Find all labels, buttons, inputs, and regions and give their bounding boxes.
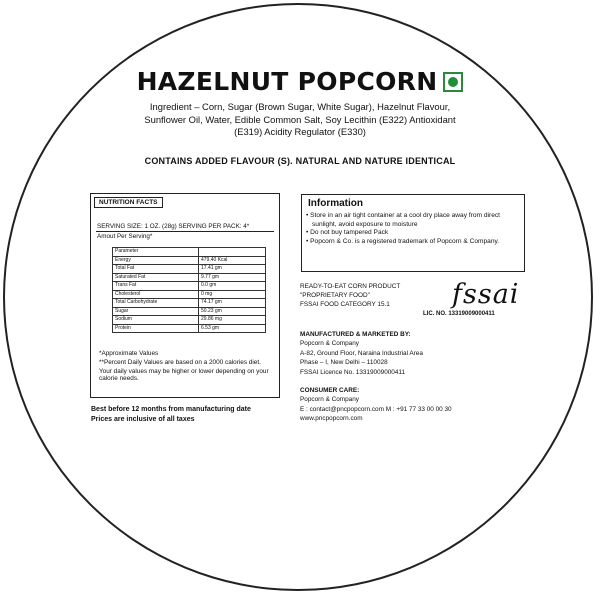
- nutrient-value: 479.40 Kcal: [199, 256, 266, 265]
- category-line: READY-TO-EAT CORN PRODUCT: [300, 283, 401, 290]
- manufacturer-name: Popcorn & Company: [300, 340, 359, 348]
- table-row: [113, 324, 266, 333]
- consumer-care-heading: CONSUMER CARE:: [300, 387, 360, 394]
- manufacturer-address: Phase – I, New Delhi – 110028: [300, 359, 388, 367]
- nutrient-value: 29.86 mg: [199, 316, 266, 325]
- nutrient-value: 50.23 gm: [199, 307, 266, 316]
- contains-flavour-statement: CONTAINS ADDED FLAVOUR (S). NATURAL AND NATURE IDENTICAL: [144, 156, 456, 166]
- ingredients-line: (E319) Acidity Regulator (E330): [234, 126, 366, 138]
- nutrient-name: Protein: [113, 324, 199, 333]
- food-category-block: [300, 282, 400, 310]
- table-row: [113, 299, 266, 308]
- nutrient-name: Energy: [113, 256, 199, 265]
- best-before-block: [91, 405, 251, 424]
- manufacturer-licence: FSSAI Licence No. 13319009000411: [300, 368, 406, 376]
- note-calorie-needs: Your daily values may be higher or lower depending on your calorie needs.: [99, 367, 269, 383]
- category-line: FSSAI FOOD CATEGORY 15.1: [300, 301, 390, 309]
- table-row: [113, 273, 266, 282]
- divider: [96, 231, 274, 232]
- amount-per-serving: Amout Per Serving*: [97, 233, 153, 240]
- manufacturer-heading: MANUFACTURED & MARKETED BY:: [300, 331, 411, 338]
- nutrient-name: Total Carbohydrate: [113, 299, 199, 308]
- product-title: HAZELNUT POPCORN: [136, 67, 438, 96]
- fssai-logo: fssai: [452, 279, 520, 310]
- nutrition-facts-heading: NUTRITION FACTS: [94, 197, 163, 208]
- nutrient-value: 6.53 gm: [199, 324, 266, 333]
- manufacturer-block: [300, 330, 423, 377]
- information-title: Information: [308, 198, 363, 209]
- nutrient-value: 9.77 gm: [199, 273, 266, 282]
- table-row: [113, 265, 266, 274]
- nutrient-name: Total Fat: [113, 265, 199, 274]
- table-row: [113, 256, 266, 265]
- consumer-care-contact: E : contact@pncpopcorn.com M : +91 77 33 00 00 30: [300, 405, 452, 413]
- note-approximate: *Approximate Values: [99, 350, 159, 357]
- table-row: [113, 307, 266, 316]
- table-row: [113, 282, 266, 291]
- nutrition-table: [112, 247, 266, 333]
- serving-size: SERVING SIZE: 1 OZ. (28g) SERVING PER PACK: 4*: [97, 223, 250, 230]
- fssai-licence-number: LIC. NO. 13319009000411: [423, 311, 495, 317]
- nutrient-name: Trans Fat: [113, 282, 199, 291]
- list-item: • Store in an air tight container at a cool dry place away from direct sunlight, avoid exposure to moisture: [306, 212, 500, 228]
- table-row: [113, 290, 266, 299]
- ingredients-line: Sunflower Oil, Water, Edible Common Salt, Soy Lecithin (E322) Antioxidant: [144, 113, 456, 125]
- nutrient-value: 74.17 gm: [199, 299, 266, 308]
- nutrient-value: 0 mg: [199, 290, 266, 299]
- table-header-cell: [199, 248, 266, 257]
- category-line: "PROPRIETARY FOOD": [300, 292, 370, 300]
- consumer-care-block: [300, 386, 452, 424]
- title-row: [0, 67, 600, 96]
- ingredients-line: Ingredient – Corn, Sugar (Brown Sugar, White Sugar), Hazelnut Flavour,: [149, 101, 451, 112]
- nutrient-name: Cholesterol: [113, 290, 199, 299]
- nutrient-name: Saturated Fat: [113, 273, 199, 282]
- consumer-care-name: Popcorn & Company: [300, 396, 359, 404]
- nutrient-value: 17.41 gm: [199, 265, 266, 274]
- nutrition-notes: [99, 350, 275, 384]
- nutrient-name: Sodium: [113, 316, 199, 325]
- note-daily-values: **Percent Daily Values are based on a 2000 calories diet.: [99, 358, 261, 366]
- table-header-cell: Parameter: [113, 248, 199, 257]
- manufacturer-address: A-82, Ground Floor, Naraina Industrial Area: [300, 349, 423, 357]
- table-row: [113, 316, 266, 325]
- best-before-text: Best before 12 months from manufacturing date: [91, 406, 251, 413]
- list-item: • Popcorn & Co. is a registered trademark of Popcorn & Company.: [306, 238, 500, 246]
- list-item: • Do not buy tampered Pack: [306, 229, 389, 237]
- nutrient-name: Sugar: [113, 307, 199, 316]
- information-list: [306, 212, 520, 247]
- table-row: [113, 248, 266, 257]
- ingredients-text: [130, 101, 470, 139]
- nutrient-value: 0.0 gm: [199, 282, 266, 291]
- vegetarian-green-dot-icon: [443, 72, 463, 92]
- website-link: www.pncpopcorn.com: [300, 415, 363, 423]
- prices-text: Prices are inclusive of all taxes: [91, 415, 195, 423]
